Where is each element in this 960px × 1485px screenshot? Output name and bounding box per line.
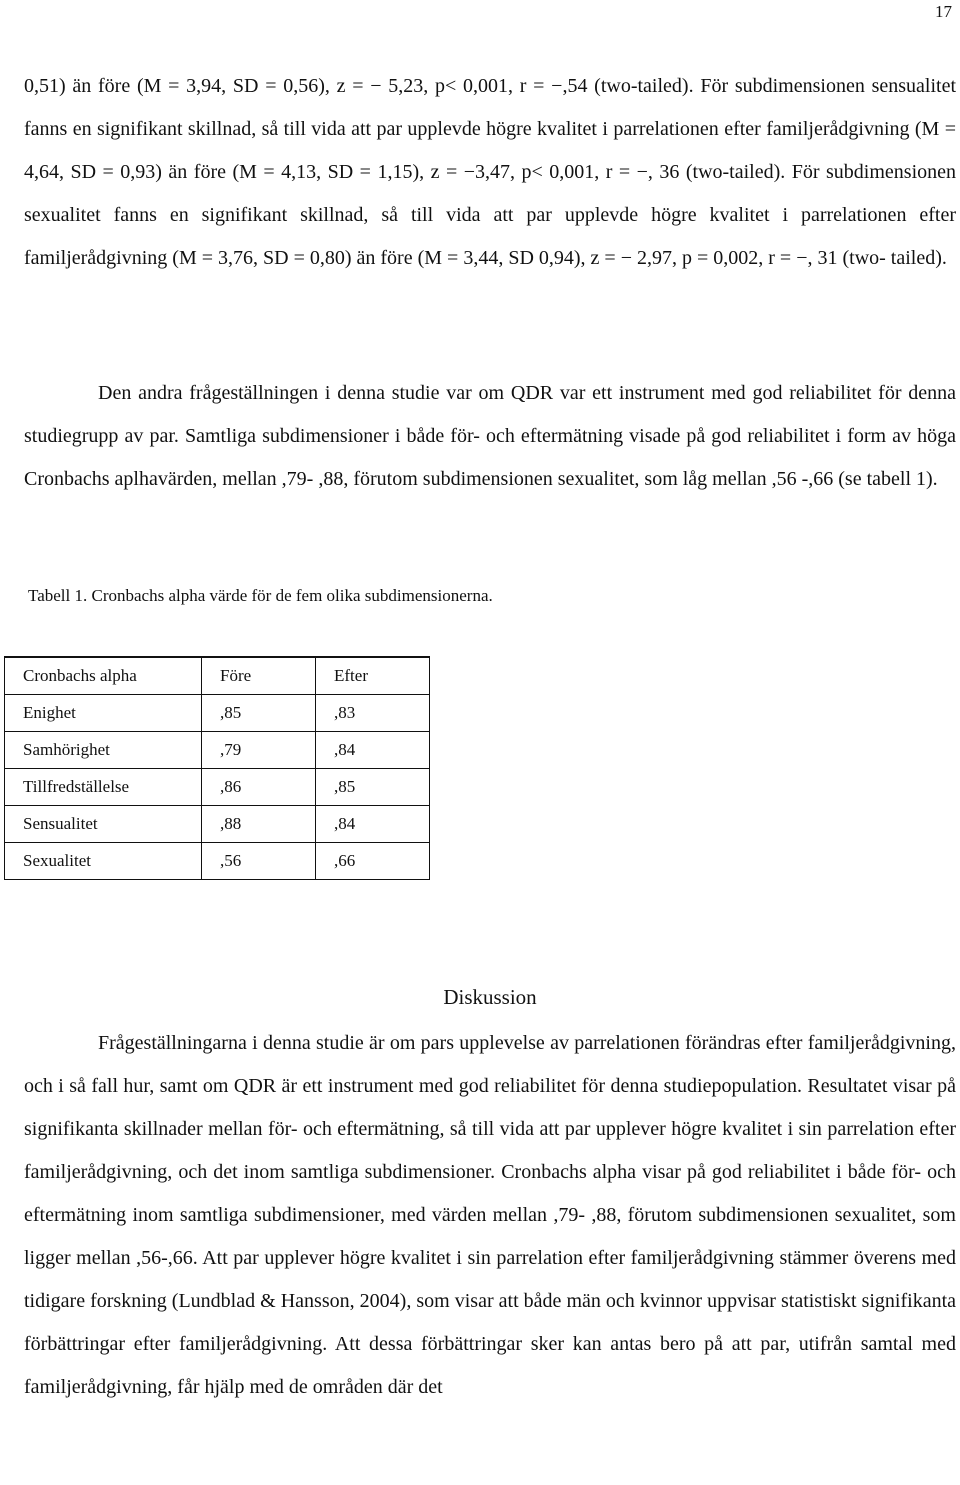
- table-header-row: [5, 657, 430, 695]
- table-row: [5, 843, 430, 880]
- cronbach-table: [4, 656, 430, 880]
- table-row: [5, 695, 430, 732]
- results-paragraph-1-block: [24, 65, 956, 280]
- table-header-cell: Före: [202, 657, 316, 695]
- table-cell: ,66: [316, 843, 430, 880]
- page-number: 17: [935, 2, 952, 21]
- table-cell: ,86: [202, 769, 316, 806]
- results-paragraph-1: 0,51) än före (M = 3,94, SD = 0,56), z = − 5,23, p< 0,001, r = −,54 (two-tailed). För subdimensionen sensualitet fanns en signifikant skillnad, så till vida att par upplevde högre kvalitet i parrelationen efter familjerådgivning (M = 4,64, SD = 0,93) än före (M = 4,13, SD = 1,15), z = −3,47, p< 0,001, r = −, 36 (two-tailed). För subdimensionen sexualitet fanns en signifikant skillnad, så till vida att par upplevde högre kvalitet i parrelationen efter familjerådgivning (M = 3,76, SD = 0,80) än före (M = 3,44, SD 0,94), z = − 2,97, p = 0,002, r = −, 31 (two- tailed).: [24, 75, 956, 269]
- table-row: [5, 769, 430, 806]
- table-cell: Sensualitet: [5, 806, 202, 843]
- table-cell: ,79: [202, 732, 316, 769]
- table-cell: Enighet: [5, 695, 202, 732]
- table-caption: Tabell 1. Cronbachs alpha värde för de fem olika subdimensionerna.: [28, 586, 493, 605]
- table-cell: ,84: [316, 806, 430, 843]
- discussion-paragraph-1: Frågeställningarna i denna studie är om pars upplevelse av parrelationen förändras efter familjerådgivning, och i så fall hur, samt om QDR är ett instrument med god reliabilitet för denna studiepopulation. Resultatet visar på signifikanta skillnader mellan för- och eftermätning, så till vida att par upplever högre kvalitet i sin parrelation efter familjerådgivning, och det inom samtliga subdimensioner. Cronbachs alpha visar på god reliabilitet i både för- och eftermätning inom samtliga subdimensioner, med värden mellan ,79- ,88, förutom subdimensionen sexualitet, som ligger mellan ,56-,66. Att par upplever högre kvalitet i sin parrelation efter familjerådgivning stämmer överens med tidigare forskning (Lundblad & Hansson, 2004), som visar att både män och kvinnor uppvisar statistiskt signifikanta förbättringar efter familjerådgivning. Att dessa förbättringar sker kan antas bero på att par, utifrån samtal med familjerådgivning, får hjälp med de områden där det: [24, 1032, 956, 1398]
- table-row: [5, 806, 430, 843]
- table-cell: ,56: [202, 843, 316, 880]
- table-cell: Samhörighet: [5, 732, 202, 769]
- results-paragraph-2: Den andra frågeställningen i denna studie var om QDR var ett instrument med god reliabilitet för denna studiegrupp av par. Samtliga subdimensioner i både för- och eftermätning visade på god reliabilitet i form av höga Cronbachs aplhavärden, mellan ,79- ,88, förutom subdimensionen sexualitet, som låg mellan ,56 -,66 (se tabell 1).: [24, 382, 956, 490]
- table-cell: ,85: [316, 769, 430, 806]
- table-row: [5, 732, 430, 769]
- results-paragraph-2-block: [24, 372, 956, 501]
- table-header-cell: Efter: [316, 657, 430, 695]
- table-cell: ,83: [316, 695, 430, 732]
- section-heading-discussion: Diskussion: [443, 985, 537, 1009]
- table-cell: ,85: [202, 695, 316, 732]
- table-cell: ,88: [202, 806, 316, 843]
- table-cell: Tillfredställelse: [5, 769, 202, 806]
- discussion-paragraph-block: [24, 1022, 956, 1409]
- table-header-cell: Cronbachs alpha: [5, 657, 202, 695]
- table-cell: Sexualitet: [5, 843, 202, 880]
- table-cell: ,84: [316, 732, 430, 769]
